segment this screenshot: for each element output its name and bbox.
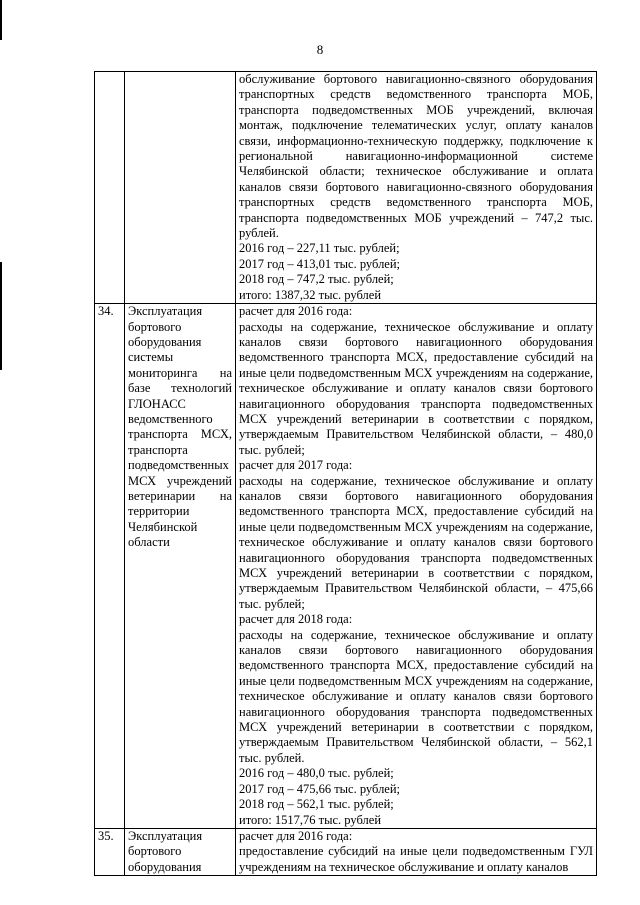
description-line: 2016 год – 227,11 тыс. рублей; bbox=[239, 241, 400, 256]
description-line: расчет для 2018 года: bbox=[239, 612, 353, 627]
measure-description bbox=[236, 72, 597, 304]
description-line: 2016 год – 480,0 тыс. рублей; bbox=[239, 766, 394, 781]
description-line: расходы на содержание, техническое обслуживание и оплату каналов связи бортового навигационного оборудования ведомственного транспорта МСХ, предоставление субсидий на иные цели подведомственным МСХ учреждениям на содержание, техническое обслуживание и оплату каналов связи бортового навигационного оборудования транспорта подведомственных МСХ учреждений ветеринарии в соответствии с порядком, утверждаемым Правительством Челябинской области, – 480,0 тыс. рублей; bbox=[239, 319, 593, 457]
description-line: 2018 год – 747,2 тыс. рублей; bbox=[239, 272, 394, 287]
measure-description bbox=[236, 828, 597, 875]
description-line: предоставление субсидий на иные цели подведомственным ГУЛ учреждениям на техническое обслуживание и оплату каналов bbox=[239, 844, 593, 874]
description-line: итого: 1517,76 тыс. рублей bbox=[239, 812, 382, 827]
row-number bbox=[95, 72, 125, 304]
description-line: итого: 1387,32 тыс. рублей bbox=[239, 287, 382, 302]
description-line: расчет для 2016 года: bbox=[239, 828, 353, 843]
description-line: 2017 год – 413,01 тыс. рублей; bbox=[239, 256, 401, 271]
row-number: 35. bbox=[95, 828, 125, 875]
left-edge-mark-lower bbox=[0, 262, 2, 370]
table-row bbox=[95, 72, 597, 304]
table-row bbox=[95, 828, 597, 875]
description-line: 2018 год – 562,1 тыс. рублей; bbox=[239, 797, 394, 812]
measure-name bbox=[125, 72, 236, 304]
page-number: 8 bbox=[316, 42, 324, 57]
measure-name: Эксплуатация бортового оборудования bbox=[125, 828, 236, 875]
measure-name: Эксплуатация бортового оборудования системы мониторинга на базе технологий ГЛОНАСС ведомственного транспорта МСХ, транспорта подведомственных МСХ учреждений ветеринарии на территории Челябинской области bbox=[125, 304, 236, 829]
description-line: расходы на содержание, техническое обслуживание и оплату каналов связи бортового навигационного оборудования ведомственного транспорта МСХ, предоставление субсидий на иные цели подведомственным МСХ учреждениям на содержание, техническое обслуживание и оплату каналов связи бортового навигационного оборудования транспорта подведомственных МСХ учреждений ветеринарии в соответствии с порядком, утверждаемым Правительством Челябинской области, – 475,66 тыс. рублей; bbox=[239, 473, 593, 611]
measure-description bbox=[236, 304, 597, 829]
description-line: расходы на содержание, техническое обслуживание и оплату каналов связи бортового навигационного оборудования ведомственного транспорта МСХ, предоставление субсидий на иные цели подведомственным МСХ учреждениям на содержание, техническое обслуживание и оплату каналов связи бортового навигационного оборудования транспорта подведомственных МСХ учреждений ветеринарии в соответствии с порядком, утверждаемым Правительством Челябинской области, – 562,1 тыс. рублей. bbox=[239, 627, 593, 765]
table-row bbox=[95, 304, 597, 829]
description-line: обслуживание бортового навигационно-связного оборудования транспортных средств ведомственного транспорта МОБ, транспорта подведомственных МОБ учреждений, включая монтаж, подключение телематических услуг, оплату каналов связи, информационно-техническую поддержку, подключение к региональной навигационно-информационной системе Челябинской области; техническое обслуживание и оплата каналов связи бортового навигационно-связного оборудования транспортных средств ведомственного транспорта МОБ, транспорта подведомственных МОБ учреждений – 747,2 тыс. рублей. bbox=[239, 72, 593, 241]
row-number: 34. bbox=[95, 304, 125, 829]
description-line: расчет для 2017 года: bbox=[239, 458, 353, 473]
description-line: расчет для 2016 года: bbox=[239, 304, 353, 319]
description-line: 2017 год – 475,66 тыс. рублей; bbox=[239, 781, 401, 796]
measures-table bbox=[94, 71, 597, 876]
left-edge-mark bbox=[0, 0, 2, 40]
